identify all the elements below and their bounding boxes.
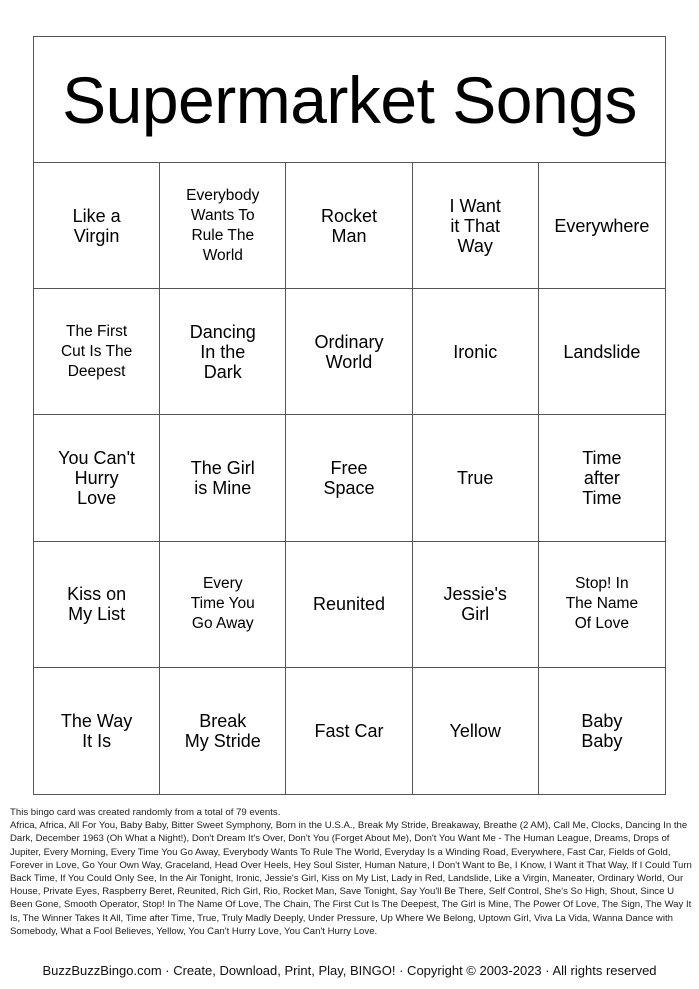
cell-text-line: Ordinary xyxy=(314,331,384,352)
cell-text-line: You Can't xyxy=(58,447,136,468)
bingo-cell xyxy=(34,415,160,541)
cell-text-line: Ironic xyxy=(453,341,498,362)
cell-text-line: Hurry xyxy=(74,467,119,488)
cell-text-line: Virgin xyxy=(73,225,120,246)
cell-text-line: Wants To xyxy=(190,206,255,224)
cell-text-line: Girl xyxy=(461,604,490,625)
cell-text-line: Time xyxy=(582,447,622,468)
cell-text-line: Yellow xyxy=(449,720,501,741)
cell-text-line: Time You xyxy=(190,595,255,613)
bingo-cell xyxy=(286,415,412,541)
card-description xyxy=(10,806,692,938)
bingo-cell xyxy=(160,415,286,541)
cell-text-line: Everybody xyxy=(186,186,260,204)
cell-text-line: Rocket xyxy=(320,205,377,226)
bingo-cell xyxy=(286,289,412,415)
cell-text-line: Rule The xyxy=(191,226,255,244)
cell-text-line: Fast Car xyxy=(314,720,384,741)
cell-text-line: Stop! In xyxy=(575,575,629,593)
cell-text-line: Of Love xyxy=(574,615,630,633)
cell-text-line: Baby xyxy=(581,710,623,731)
cell-text-line: It Is xyxy=(82,730,112,751)
bingo-cell xyxy=(34,542,160,668)
bingo-cell xyxy=(539,668,665,794)
bingo-cell xyxy=(160,668,286,794)
cell-text-line: Space xyxy=(323,477,375,498)
cell-text-line: The First xyxy=(66,322,128,340)
cell-text-line: Landslide xyxy=(563,341,641,362)
cell-text-line: World xyxy=(202,246,243,264)
cell-text-line: Every xyxy=(202,575,243,593)
cell-text-line: Man xyxy=(331,225,367,246)
cell-text-line: Free xyxy=(330,457,368,478)
cell-text-line: it That xyxy=(450,215,501,236)
cell-text-line: Cut Is The xyxy=(60,342,133,360)
bingo-cell xyxy=(413,289,539,415)
card-title: Supermarket Songs xyxy=(34,37,665,163)
cell-text-line: Reunited xyxy=(312,594,386,615)
cell-text-line: Love xyxy=(77,487,117,508)
cell-text-line: Kiss on xyxy=(67,584,127,605)
footer-copyright: BuzzBuzzBingo.com · Create, Download, Print, Play, BINGO! · Copyright © 2003-2023 · All rights reserved xyxy=(42,963,657,978)
cell-text-line: Everywhere xyxy=(554,215,650,236)
bingo-cell xyxy=(34,163,160,289)
bingo-cell xyxy=(286,542,412,668)
cell-text-line: after xyxy=(583,467,620,488)
cell-text-line: Deepest xyxy=(67,362,126,380)
cell-text-line: Baby xyxy=(581,730,623,751)
bingo-cell xyxy=(539,289,665,415)
cell-text-line: Dark xyxy=(203,361,242,382)
cell-text-line: True xyxy=(457,467,494,488)
bingo-cell xyxy=(160,289,286,415)
bingo-cell xyxy=(539,542,665,668)
cell-text-line: In the xyxy=(200,341,246,362)
cell-text-line: Break xyxy=(199,710,247,731)
bingo-cell xyxy=(413,668,539,794)
bingo-cell xyxy=(539,415,665,541)
cell-text-line: My List xyxy=(68,604,126,625)
cell-text-line: Time xyxy=(582,487,622,508)
bingo-grid xyxy=(34,163,665,794)
bingo-cell xyxy=(34,668,160,794)
bingo-cell xyxy=(286,163,412,289)
bingo-cell xyxy=(160,542,286,668)
cell-text-line: Like a xyxy=(72,205,121,226)
cell-text-line: Dancing xyxy=(189,321,256,342)
cell-text-line: Jessie's xyxy=(443,584,507,605)
bingo-cell xyxy=(286,668,412,794)
cell-text-line: The Name xyxy=(565,595,639,613)
cell-text-line: The Way xyxy=(60,710,133,731)
description-intro: This bingo card was created randomly from a total of 79 events. xyxy=(10,807,281,818)
bingo-cell xyxy=(34,289,160,415)
cell-text-line: Way xyxy=(457,235,493,256)
cell-text-line: The Girl xyxy=(190,457,255,478)
cell-text-line: Go Away xyxy=(191,615,254,633)
cell-text-line: is Mine xyxy=(194,477,252,498)
bingo-cell xyxy=(539,163,665,289)
bingo-card xyxy=(33,36,666,795)
bingo-cell xyxy=(413,415,539,541)
event-list: Africa, Africa, All For You, Baby Baby, Bitter Sweet Symphony, Born in the U.S.A., Break My Stride, Breakaway, Breathe (2 AM), Call Me, Clocks, Dancing In the Dark, December 1963 (Oh What a Night!), Don't Dream It's Over, Don't You (Forget About Me), Don't You Want Me - The Human League, Dreams, Drops of Jupiter, Every Morning, Every Time You Go Away, Everybody Wants To Rule The World, Everyday Is a Winding Road, Everywhere, Fast Car, Fields of Gold, Forever in Love, Go Your Own Way, Graceland, Head Over Heels, Hey Soul Sister, Human Nature, I Don't Want to Be, I Know, I Want it That Way, If I Could Turn Back Time, If You Could Only See, In the Air Tonight, Ironic, Jessie's Girl, Kiss on My List, Lady in Red, Landslide, Like a Virgin, Maneater, Ordinary World, Our House, Private Eyes, Raspberry Beret, Reunited, Rich Girl, Rio, Rocket Man, Save Tonight, Say You'll Be There, Self Control, She's So High, Shout, Since U Been Gone, Smooth Operator, Stop! In The Name Of Love, The Chain, The First Cut Is The Deepest, The Girl is Mine, The Power Of Love, The Sign, The Way It Is, The Winner Takes It All, Time after Time, True, Truly Madly Deeply, Under Pressure, Up Where We Belong, Uptown Girl, Viva La Vida, Wanna Dance with Somebody, What a Fool Believes, Yellow, You Can't Hurry Love, You Can't Hurry Love. xyxy=(10,820,692,937)
bingo-cell xyxy=(413,163,539,289)
bingo-cell xyxy=(160,163,286,289)
cell-text-line: My Stride xyxy=(184,730,261,751)
cell-text-line: I Want xyxy=(449,195,501,216)
bingo-cell xyxy=(413,542,539,668)
cell-text-line: World xyxy=(325,351,373,372)
